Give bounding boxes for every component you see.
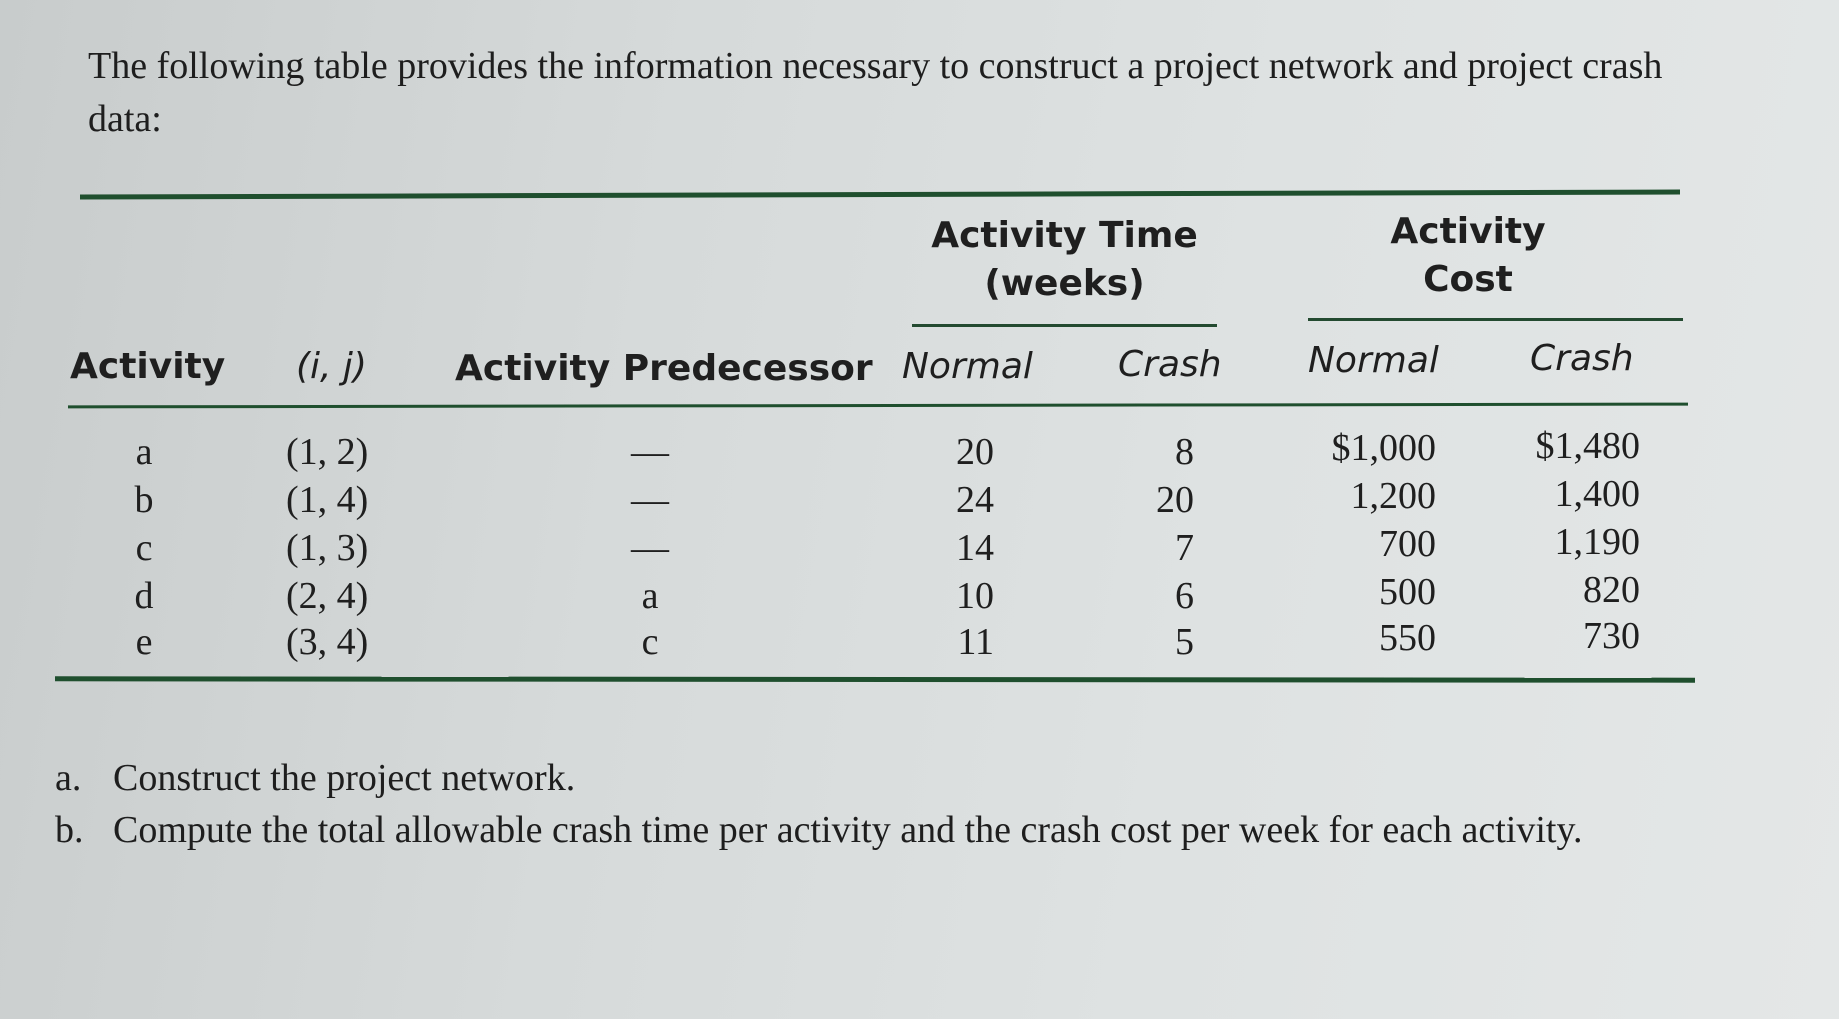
table-top-rule: [80, 189, 1680, 199]
cell-predecessor: c: [641, 621, 659, 663]
col-header-activity: Activity: [70, 346, 226, 387]
cell-predecessor: —: [631, 431, 669, 473]
cell-cost-crash: 1,400: [1554, 473, 1640, 515]
cell-ij: (1, 3): [286, 527, 369, 569]
col-header-predecessor: Activity Predecessor: [455, 348, 873, 389]
cell-time-normal: 20: [956, 431, 994, 473]
cell-cost-normal: 1,200: [1350, 475, 1436, 517]
cell-predecessor: —: [631, 527, 669, 569]
cell-cost-normal: 700: [1379, 523, 1436, 565]
cell-ij: (1, 4): [286, 479, 369, 521]
col-header-cost-crash: Crash: [1530, 338, 1634, 379]
cell-time-crash: 8: [1175, 431, 1194, 473]
exercise-questions: [55, 752, 1755, 856]
cell-time-crash: 6: [1175, 575, 1194, 617]
col-header-cost-normal: Normal: [1308, 340, 1439, 381]
cell-activity: e: [135, 621, 153, 663]
question-text: Construct the project network.: [113, 757, 576, 799]
cell-cost-crash: 730: [1583, 615, 1640, 657]
cell-cost-normal: 500: [1379, 571, 1436, 613]
cell-ij: (1, 2): [286, 431, 369, 473]
cell-activity: c: [135, 527, 153, 569]
table-bottom-rule: [55, 676, 1695, 682]
question-text: Compute the total allowable crash time per activity and the crash cost per week for each activity.: [113, 809, 1583, 851]
cell-ij: (3, 4): [286, 621, 369, 663]
intro-paragraph: The following table provides the information necessary to construct a project network and project crash data:: [88, 45, 1663, 140]
cell-time-normal: 11: [957, 621, 994, 663]
question-b: [55, 804, 1755, 856]
cell-activity: d: [134, 575, 154, 617]
cell-time-normal: 24: [956, 479, 994, 521]
col-header-time-normal: Normal: [902, 346, 1033, 387]
header-activity-cost-text: Activity Cost: [1390, 211, 1546, 300]
cell-activity: b: [134, 479, 154, 521]
cell-time-crash: 5: [1175, 621, 1194, 663]
question-a: [55, 752, 1755, 804]
cell-cost-crash: $1,480: [1535, 425, 1640, 467]
activity-cost-span-rule: [1308, 318, 1683, 321]
cell-predecessor: —: [631, 479, 669, 521]
cell-ij: (2, 4): [286, 575, 369, 617]
header-activity-time-text: Activity Time (weeks): [931, 215, 1198, 304]
question-marker: a.: [55, 757, 82, 799]
header-activity-cost: [1368, 208, 1568, 304]
col-header-time-crash: Crash: [1118, 344, 1222, 385]
col-header-ij: (i, j): [296, 346, 367, 387]
table-header-rule: [68, 403, 1688, 409]
cell-time-crash: 20: [1156, 479, 1194, 521]
cell-time-crash: 7: [1175, 527, 1194, 569]
cell-activity: a: [135, 431, 153, 473]
cell-cost-normal: 550: [1379, 617, 1436, 659]
cell-time-normal: 10: [956, 575, 994, 617]
cell-time-normal: 14: [956, 527, 994, 569]
question-marker: b.: [55, 809, 84, 851]
cell-predecessor: a: [641, 575, 659, 617]
header-activity-time: [912, 212, 1217, 308]
cell-cost-crash: 1,190: [1554, 521, 1640, 563]
cell-cost-crash: 820: [1583, 569, 1640, 611]
activity-time-span-rule: [912, 324, 1217, 327]
cell-cost-normal: $1,000: [1331, 427, 1436, 469]
